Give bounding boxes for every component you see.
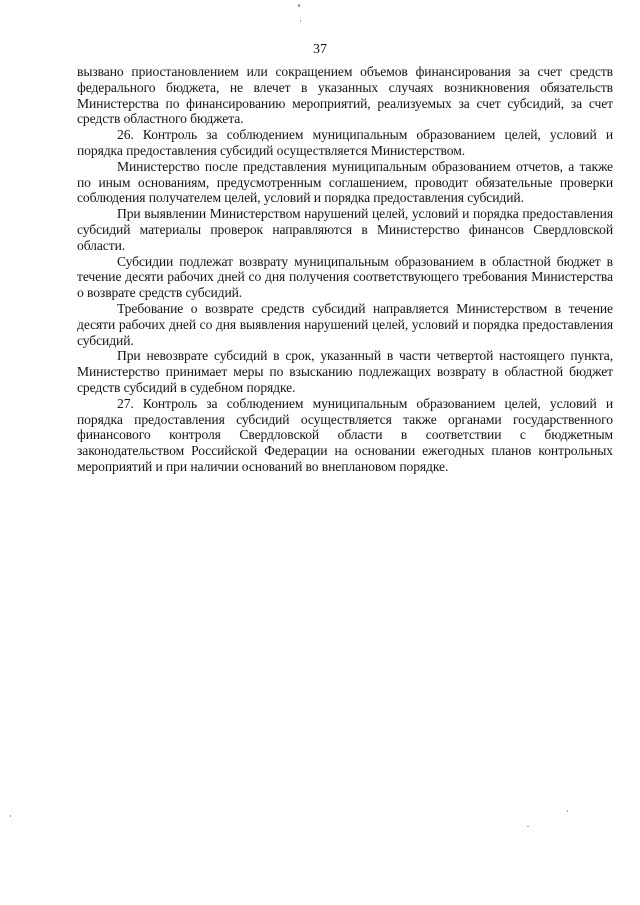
paragraph-non-return: При невозврате субсидий в срок, указанный в части четвертой настоящего пункта, Министерство принимает меры по взысканию подлежащих возврату в областной бюджет средств субсидий в судебном порядке. — [77, 348, 613, 395]
scan-speck — [527, 826, 529, 827]
page-number: 37 — [313, 42, 327, 57]
paragraph-item-26: 26. Контроль за соблюдением муниципальным образованием целей, условий и порядка предоставления субсидий осуществляется Министерством. — [77, 127, 613, 158]
document-body — [77, 64, 613, 475]
scan-speck — [567, 810, 568, 812]
paragraph-return-demand: Требование о возврате средств субсидий направляется Министерством в течение десяти рабочих дней со дня выявления нарушений целей, условий и порядка предоставления субсидий. — [77, 300, 613, 348]
scan-speck — [10, 815, 11, 817]
paragraph-violations: При выявлении Министерством нарушений целей, условий и порядка предоставления субсидий материалы проверок направляются в Министерство финансов Свердловской области. — [77, 206, 613, 253]
paragraph-ministry-checks: Министерство после представления муниципальным образованием отчетов, а также по иным основаниям, предусмотренным соглашением, проводит обязательные проверки соблюдения получателем целей, условий и порядка предоставления субсидий. — [77, 158, 613, 206]
scan-speck — [300, 20, 301, 22]
paragraph-subsidy-return: Субсидии подлежат возврату муниципальным образованием в областной бюджет в течение десяти рабочих дней со дня получения соответствующего требования Министерства о возврате средств субсидий. — [77, 253, 613, 301]
paragraph-item-27: 27. Контроль за соблюдением муниципальным образованием целей, условий и порядка предоставления субсидий осуществляется также органами государственного финансового контроля Свердловской области в соответствии с бюджетным законодательством Российской Федерации на основании ежегодных планов контрольных мероприятий и при наличии оснований во внеплановом порядке. — [77, 395, 613, 474]
scan-speck — [298, 4, 300, 7]
paragraph-continuation: вызвано приостановлением или сокращением объемов финансирования за счет средств федерального бюджета, не влечет в указанных случаях возникновения обязательств Министерства по финансированию мероприятий, реализуемых за счет субсидий, за счет средств областного бюджета. — [77, 64, 613, 127]
